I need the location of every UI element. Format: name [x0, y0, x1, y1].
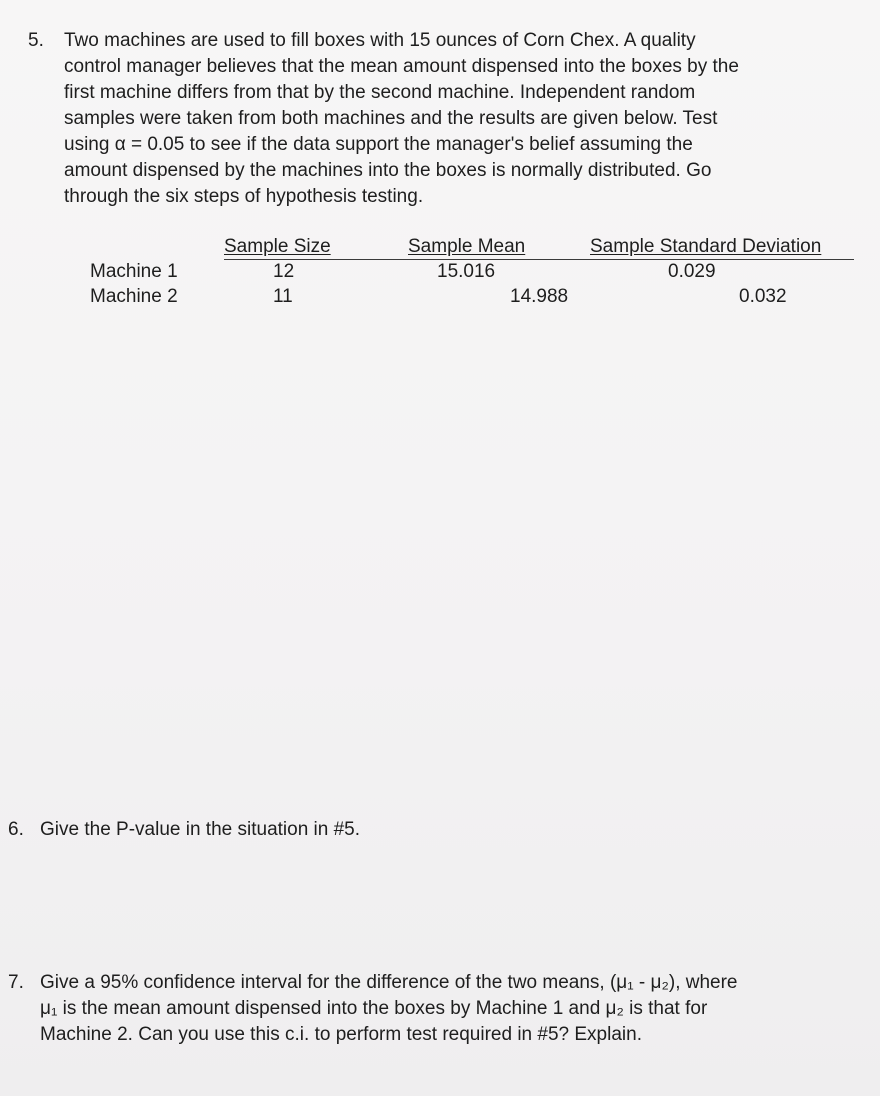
question-5-line: first machine differs from that by the second machine. Independent random: [64, 82, 696, 103]
question-7-line: μ₁ is the mean amount dispensed into the boxes by Machine 1 and μ₂ is that for: [40, 998, 708, 1019]
question-5-line: control manager believes that the mean amount dispensed into the boxes by the: [64, 56, 739, 77]
question-6-line: Give the P-value in the situation in #5.: [40, 819, 361, 840]
question-6-text: [40, 817, 360, 843]
question-6-number: 6.: [8, 819, 24, 840]
question-7-line: Machine 2. Can you use this c.i. to perform test required in #5? Explain.: [40, 1024, 642, 1045]
table-header-rule: [224, 259, 854, 260]
cell-sample-size: 12: [273, 261, 295, 282]
question-5-line: through the six steps of hypothesis testing.: [64, 186, 424, 207]
header-sample-size: Sample Size: [224, 236, 331, 257]
question-5-number: 5.: [28, 30, 44, 51]
cell-sample-mean: 15.016: [437, 261, 496, 282]
question-7-text: [40, 970, 870, 1048]
row-label: Machine 2: [90, 286, 178, 307]
cell-sample-sd: 0.029: [668, 261, 716, 282]
question-7-line: Give a 95% confidence interval for the difference of the two means, (μ₁ - μ₂), where: [40, 972, 738, 993]
question-7-number: 7.: [8, 972, 24, 993]
row-label: Machine 1: [90, 261, 178, 282]
cell-sample-mean: 14.988: [510, 286, 569, 307]
cell-sample-size: 11: [273, 286, 293, 307]
question-5-line: amount dispensed by the machines into the boxes is normally distributed. Go: [64, 160, 712, 181]
question-5-line: using α = 0.05 to see if the data support the manager's belief assuming the: [64, 134, 693, 155]
question-5-line: Two machines are used to fill boxes with 15 ounces of Corn Chex. A quality: [64, 30, 696, 51]
question-5-text: [64, 28, 864, 210]
cell-sample-sd: 0.032: [739, 286, 787, 307]
question-5-line: samples were taken from both machines and the results are given below. Test: [64, 108, 718, 129]
header-sample-sd: Sample Standard Deviation: [590, 236, 822, 257]
header-sample-mean: Sample Mean: [408, 236, 526, 257]
